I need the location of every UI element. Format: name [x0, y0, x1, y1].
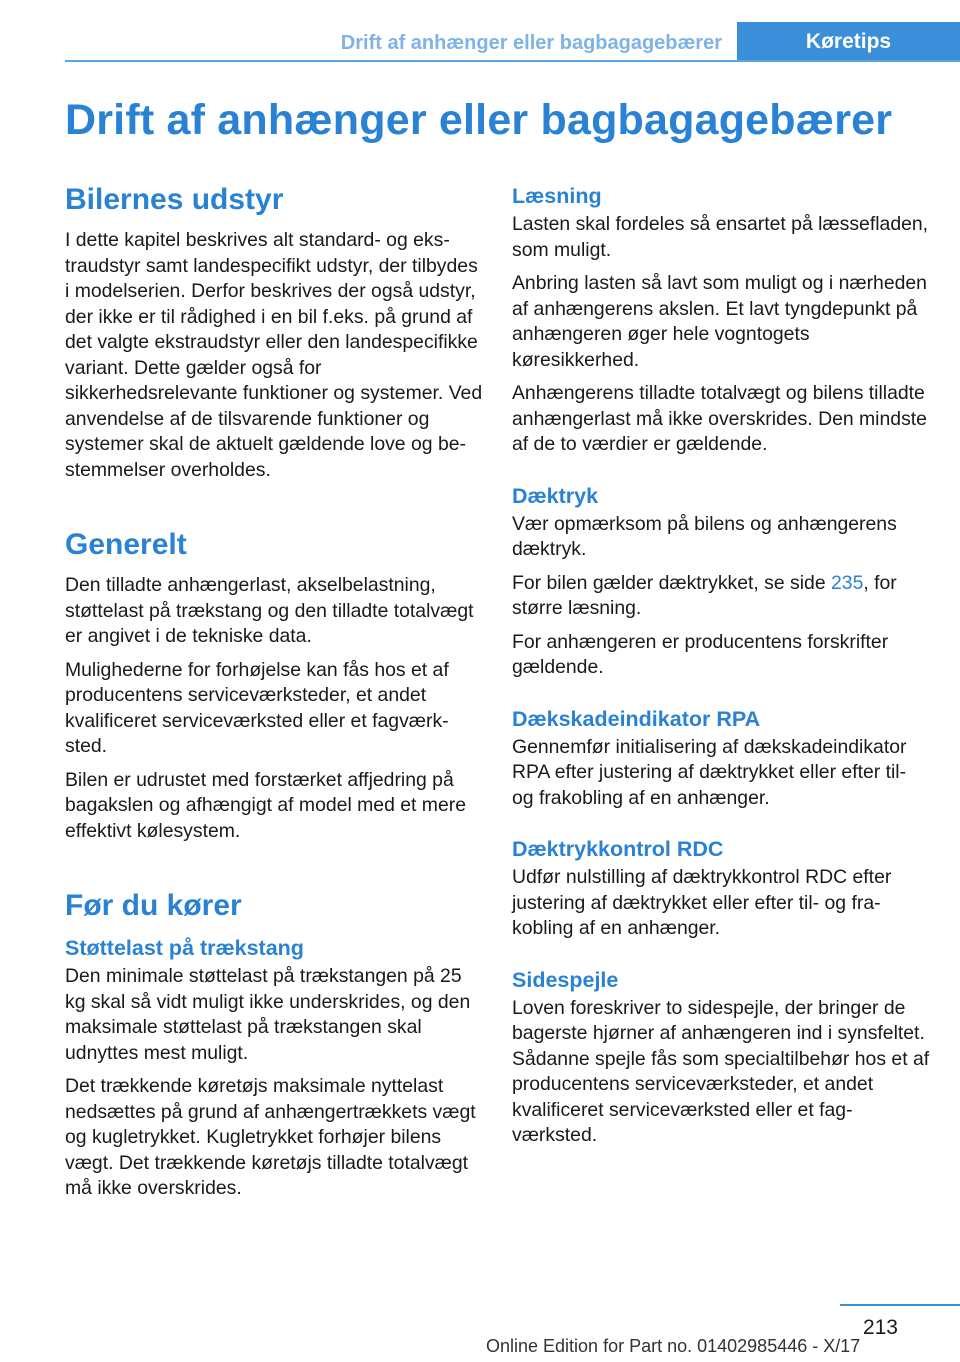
- paragraph-drawbar-load-1: Den minimale støttelast på trækstangen på 25 kg skal så vidt muligt ikke underskrides, og den maksimale støttelast på trækstangen skal udnyttes mest muligt.: [65, 965, 471, 1064]
- paragraph-rpa: Gennemfør initialisering af dækskadeindikator RPA efter justering af dæktrykket eller efter til- og frakobling af en anhænger.: [512, 735, 907, 809]
- paragraph-tyre-pressure-2: [512, 571, 930, 622]
- paragraph-tyre-pressure-3: For anhængeren er producentens forskrifter gældende.: [512, 630, 889, 678]
- paragraph-loading-1: Lasten skal fordeles så ensartet på læssefladen, som muligt.: [512, 213, 929, 261]
- paragraph-tyre-pressure-1: Vær opmærksom på bilens og anhængerens dæktryk.: [512, 512, 897, 560]
- heading-rpa: Dækskadeindikator RPA: [512, 706, 761, 731]
- paragraph-loading-3: Anhængerens tilladte totalvægt og bilens tilladte anhængerlast må ikke overskrides. Den mindste af de to værdier er gældende.: [512, 382, 927, 455]
- left-column: [65, 182, 483, 1210]
- heading-before-driving: Før du kører: [65, 889, 242, 922]
- paragraph-loading-2: Anbring lasten så lavt som muligt og i nærheden af anhængerens akslen. Et lavt tyngdepunkt på anhængeren øger hele vogntogets køresikkerhed.: [512, 272, 927, 371]
- heading-loading: Læsning: [512, 184, 602, 208]
- paragraph-drawbar-load-2: Det trækkende køretøjs maksimale nyttelast nedsættes på grund af anhængertrækkets vægt og kugletrykket. Kugletrykket forhøjer bilens vægt. Det trækkende køretøjs tilladte totalvægt må ikke overskrides.: [65, 1075, 476, 1199]
- footer-divider: [840, 1304, 960, 1306]
- heading-tyre-pressure: Dæktryk: [512, 483, 599, 508]
- page-number: 213: [862, 1316, 898, 1339]
- page-reference-link[interactable]: 235: [831, 571, 864, 594]
- page-title: Drift af anhænger eller bagbagagebærer: [65, 96, 893, 144]
- heading-vehicle-equipment: Bilernes udstyr: [65, 183, 284, 216]
- paragraph-side-mirrors: Loven foreskriver to sidespejle, der bringer de bagerste hjørner af anhængeren ind i synsfeltet. Sådanne spejle fås som specialtilbehør hos et af producentens serviceværksteder, et andet kvalificeret serviceværksted eller et fagværksted.: [512, 996, 930, 1146]
- header-section-title: Drift af anhænger eller bagbagagebærer: [340, 32, 722, 54]
- paragraph-vehicle-equipment: I dette kapitel beskrives alt standard- og ekstraudstyr samt landespecifikt udstyr, der tilbydes i modelserien. Derfor beskrives der også udstyr, der ikke er til rådighed i en bil f.eks. på grund af det valgte ekstraudstyr eller den landespecifikke variant. Dette gælder også for sikkerhedsrelevante funktioner og systemer. Ved anvendelse af de tilsvarende funktioner og systemer skal de aktuelt gældende love og bestemmelser overholdes.: [65, 229, 483, 481]
- tyre-text-before: For bilen gælder dæktrykket, se side: [512, 571, 831, 594]
- heading-drawbar-load: Støttelast på trækstang: [65, 936, 304, 960]
- chapter-tab[interactable]: Køretips: [737, 22, 960, 62]
- heading-general: Generelt: [65, 528, 187, 561]
- header-divider: [65, 60, 960, 62]
- tyre-text-after: , for større læsning.: [512, 571, 897, 619]
- heading-rdc: Dæktrykkontrol RDC: [512, 837, 724, 861]
- heading-side-mirrors: Sidespejle: [512, 967, 619, 992]
- right-column: [512, 182, 930, 1157]
- edition-note: Online Edition for Part no. 01402985446 - X/17: [486, 1336, 861, 1356]
- paragraph-general-1: Den tilladte anhængerlast, akselbelastning, støttelast på trækstang og den tilladte totalvægt er angivet i de tekniske data.: [65, 574, 474, 647]
- paragraph-general-2: Mulighederne for forhøjelse kan fås hos et af producentens serviceværksteder, et andet kvalificeret serviceværksted eller et fagværksted.: [65, 658, 449, 757]
- paragraph-rdc: Udfør nulstilling af dæktrykkontrol RDC efter justering af dæktrykket eller efter til- og frakobling af en anhænger.: [512, 866, 892, 939]
- paragraph-general-3: Bilen er udrustet med forstærket affjedring på bagakslen og afhængigt af model med et mere effektivt kølesystem.: [65, 768, 466, 842]
